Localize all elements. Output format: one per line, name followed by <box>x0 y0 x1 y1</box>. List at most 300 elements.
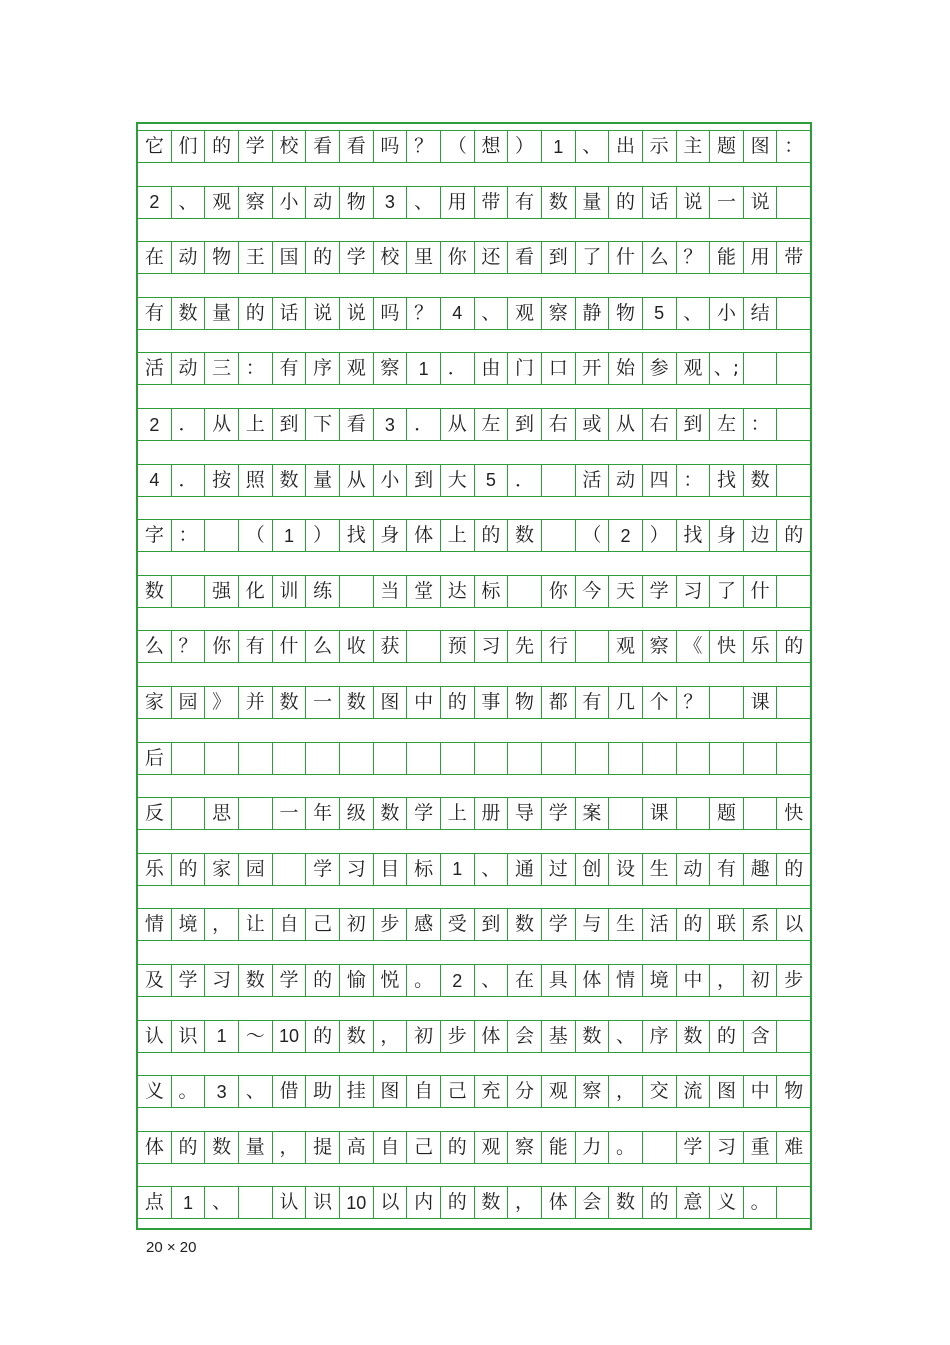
grid-cell: 2 <box>609 519 643 552</box>
grid-cell: 用 <box>744 241 778 274</box>
grid-cell: 或 <box>576 408 610 441</box>
grid-cell: 数 <box>172 297 206 330</box>
grid-cell: 体 <box>576 964 610 997</box>
grid-cell: 课 <box>744 686 778 719</box>
grid-cell: 图 <box>710 1075 744 1108</box>
grid-cell: 题 <box>710 797 744 830</box>
grid-cell <box>340 575 374 608</box>
grid-cell: 5 <box>643 297 677 330</box>
grid-cell: 情 <box>609 964 643 997</box>
grid-cell <box>777 686 810 719</box>
grid-cell: 过 <box>542 853 576 886</box>
grid-cell: 反 <box>138 797 172 830</box>
grid-cell: ， <box>508 1186 542 1219</box>
grid-cell: 境 <box>172 908 206 941</box>
grid-cell: 、 <box>677 297 711 330</box>
grid-cell: 习 <box>340 853 374 886</box>
grid-cell <box>576 742 610 775</box>
grid-cell <box>677 797 711 830</box>
grid-cell: 到 <box>508 408 542 441</box>
grid-cell: 的 <box>172 1131 206 1164</box>
grid-cell: 、 <box>475 964 509 997</box>
grid-cell <box>710 686 744 719</box>
grid-cell: 步 <box>374 908 408 941</box>
grid-cell: 借 <box>273 1075 307 1108</box>
grid-cell: 量 <box>239 1131 273 1164</box>
grid-cell: 有 <box>576 686 610 719</box>
grid-cell: 3 <box>374 408 408 441</box>
grid-cell: 行 <box>542 630 576 663</box>
grid-cell: 到 <box>677 408 711 441</box>
grid-cell: 数 <box>138 575 172 608</box>
grid-cell: 的 <box>643 1186 677 1219</box>
grid-cell: 上 <box>441 797 475 830</box>
grid-cell: 》 <box>205 686 239 719</box>
grid-cell: 活 <box>576 464 610 497</box>
grid-cell: 动 <box>306 186 340 219</box>
grid-cell: 数 <box>542 186 576 219</box>
grid-cell <box>508 575 542 608</box>
grid-cell: ） <box>643 519 677 552</box>
grid-cell: 、 <box>239 1075 273 1108</box>
grid-cell: 的 <box>239 297 273 330</box>
grid-cell: 话 <box>273 297 307 330</box>
grid-cell: 数 <box>609 1186 643 1219</box>
grid-cell: 学 <box>542 797 576 830</box>
grid-cell: 从 <box>340 464 374 497</box>
grid-cell: 1 <box>273 519 307 552</box>
grid-cell: 什 <box>744 575 778 608</box>
grid-cell: 观 <box>677 352 711 385</box>
grid-cell: 3 <box>374 186 408 219</box>
grid-cell: 察 <box>576 1075 610 1108</box>
grid-cell: 收 <box>340 630 374 663</box>
grid-cell: 动 <box>609 464 643 497</box>
grid-cell: 示 <box>643 130 677 163</box>
grid-cell: 中 <box>407 686 441 719</box>
grid-cell: 习 <box>205 964 239 997</box>
grid-cell: 察 <box>374 352 408 385</box>
grid-cell: 重 <box>744 1131 778 1164</box>
grid-cell: 册 <box>475 797 509 830</box>
grid-cell: 口 <box>542 352 576 385</box>
grid-cell: 开 <box>576 352 610 385</box>
grid-row <box>138 908 810 941</box>
grid-cell: 乐 <box>744 630 778 663</box>
grid-cell: ． <box>172 408 206 441</box>
grid-cell: 的 <box>205 130 239 163</box>
grid-cell: 生 <box>609 908 643 941</box>
grid-cell: 一 <box>273 797 307 830</box>
grid-cell: 交 <box>643 1075 677 1108</box>
grid-cell: 了 <box>710 575 744 608</box>
grid-cell: 。 <box>172 1075 206 1108</box>
grid-cell: 几 <box>609 686 643 719</box>
grid-cell: 园 <box>172 686 206 719</box>
grid-cell <box>777 186 810 219</box>
grid-cell: ． <box>508 464 542 497</box>
grid-cell: 学 <box>172 964 206 997</box>
grid-cell: 有 <box>138 297 172 330</box>
grid-cell: 找 <box>710 464 744 497</box>
grid-cell: ？ <box>677 686 711 719</box>
grid-row <box>138 630 810 663</box>
grid-cell: 下 <box>306 408 340 441</box>
grid-cell <box>777 575 810 608</box>
grid-cell: ， <box>609 1075 643 1108</box>
grid-cell: 察 <box>643 630 677 663</box>
grid-cell: ： <box>744 408 778 441</box>
grid-cell <box>542 464 576 497</box>
grid-cell: 学 <box>643 575 677 608</box>
grid-cell <box>777 742 810 775</box>
grid-cell: 及 <box>138 964 172 997</box>
grid-cell: 受 <box>441 908 475 941</box>
grid-cell: 学 <box>239 130 273 163</box>
grid-cell: 在 <box>138 241 172 274</box>
grid-cell: 学 <box>306 853 340 886</box>
grid-cell: 物 <box>205 241 239 274</box>
grid-cell <box>744 352 778 385</box>
grid-cell: 从 <box>609 408 643 441</box>
grid-cell: 生 <box>643 853 677 886</box>
grid-cell: 1 <box>542 130 576 163</box>
grid-cell: 量 <box>306 464 340 497</box>
grid-cell: 初 <box>340 908 374 941</box>
grid-cell: 图 <box>374 1075 408 1108</box>
grid-cell: 体 <box>542 1186 576 1219</box>
grid-cell: 标 <box>407 853 441 886</box>
grid-cell: 校 <box>374 241 408 274</box>
grid-cell: 1 <box>172 1186 206 1219</box>
grid-cell: 的 <box>306 964 340 997</box>
grid-cell: 案 <box>576 797 610 830</box>
grid-cell <box>777 1186 810 1219</box>
grid-cell: 说 <box>340 297 374 330</box>
grid-cell: 通 <box>508 853 542 886</box>
manuscript-grid-sheet <box>136 122 812 1230</box>
grid-cell: 的 <box>609 186 643 219</box>
grid-cell: 学 <box>407 797 441 830</box>
grid-cell: 数 <box>576 1020 610 1053</box>
grid-cell: （ <box>441 130 475 163</box>
grid-cell: 习 <box>475 630 509 663</box>
grid-cell: 义 <box>710 1186 744 1219</box>
grid-cell: 能 <box>542 1131 576 1164</box>
grid-cell: 与 <box>576 908 610 941</box>
grid-cell: ？ <box>407 130 441 163</box>
grid-cell: 系 <box>744 908 778 941</box>
grid-cell: 会 <box>508 1020 542 1053</box>
grid-cell: 都 <box>542 686 576 719</box>
grid-row <box>138 575 810 608</box>
grid-cell: 初 <box>744 964 778 997</box>
grid-cell: 学 <box>340 241 374 274</box>
grid-cell: 上 <box>441 519 475 552</box>
grid-row <box>138 408 810 441</box>
grid-cell: 的 <box>441 686 475 719</box>
grid-cell: 、 <box>576 130 610 163</box>
grid-cell <box>475 742 509 775</box>
grid-cell: 动 <box>172 352 206 385</box>
grid-cell: 校 <box>273 130 307 163</box>
grid-cell <box>576 630 610 663</box>
grid-cell <box>273 742 307 775</box>
grid-cell <box>609 797 643 830</box>
grid-cell: 先 <box>508 630 542 663</box>
grid-cell: 你 <box>542 575 576 608</box>
grid-cell <box>172 742 206 775</box>
grid-cell: 物 <box>508 686 542 719</box>
grid-cell: 物 <box>777 1075 810 1108</box>
grid-cell: 图 <box>744 130 778 163</box>
grid-cell: 一 <box>710 186 744 219</box>
grid-cell: 基 <box>542 1020 576 1053</box>
grid-cell: 。 <box>609 1131 643 1164</box>
grid-cell: 右 <box>542 408 576 441</box>
grid-cell: 静 <box>576 297 610 330</box>
grid-cell: 观 <box>475 1131 509 1164</box>
grid-cell: 么 <box>138 630 172 663</box>
grid-cell <box>374 742 408 775</box>
grid-cell: 5 <box>475 464 509 497</box>
grid-cell: 认 <box>273 1186 307 1219</box>
grid-cell: 的 <box>441 1186 475 1219</box>
grid-row <box>138 130 810 163</box>
grid-cell: 三 <box>205 352 239 385</box>
grid-cell: 动 <box>677 853 711 886</box>
grid-row <box>138 964 810 997</box>
grid-cell: 个 <box>643 686 677 719</box>
grid-cell: 吗 <box>374 297 408 330</box>
grid-row <box>138 1131 810 1164</box>
grid-cell: ． <box>407 408 441 441</box>
grid-cell: 观 <box>205 186 239 219</box>
grid-cell: 的 <box>777 853 810 886</box>
grid-cell: （ <box>576 519 610 552</box>
grid-cell: 以 <box>777 908 810 941</box>
grid-cell <box>777 464 810 497</box>
grid-cell: 察 <box>542 297 576 330</box>
grid-cell: 数 <box>508 908 542 941</box>
grid-cell: 4 <box>441 297 475 330</box>
grid-cell <box>306 742 340 775</box>
grid-cell: 小 <box>374 464 408 497</box>
grid-cell: 它 <box>138 130 172 163</box>
grid-cell: 一 <box>306 686 340 719</box>
grid-cell: ， <box>710 964 744 997</box>
grid-cell: 学 <box>273 964 307 997</box>
grid-cell: 会 <box>576 1186 610 1219</box>
grid-cell <box>340 742 374 775</box>
grid-cell: 家 <box>205 853 239 886</box>
grid-cell: 观 <box>508 297 542 330</box>
grid-cell: 的 <box>677 908 711 941</box>
grid-cell <box>744 797 778 830</box>
grid-cell: 园 <box>239 853 273 886</box>
grid-cell: 四 <box>643 464 677 497</box>
grid-cell: 主 <box>677 130 711 163</box>
grid-cell: ： <box>172 519 206 552</box>
grid-cell: 的 <box>441 1131 475 1164</box>
grid-cell: 大 <box>441 464 475 497</box>
grid-cell: 吗 <box>374 130 408 163</box>
grid-cell: 察 <box>239 186 273 219</box>
grid-cell: 课 <box>643 797 677 830</box>
grid-cell: 有 <box>239 630 273 663</box>
grid-cell: 、 <box>475 297 509 330</box>
grid-cell: 初 <box>407 1020 441 1053</box>
grid-cell: 有 <box>508 186 542 219</box>
grid-cell <box>205 519 239 552</box>
grid-cell: 的 <box>710 1020 744 1053</box>
grid-cell <box>744 742 778 775</box>
grid-row <box>138 1020 810 1053</box>
grid-cell: 题 <box>710 130 744 163</box>
grid-cell: 数 <box>744 464 778 497</box>
grid-cell: 察 <box>508 1131 542 1164</box>
grid-cell: 活 <box>138 352 172 385</box>
grid-cell: 境 <box>643 964 677 997</box>
grid-cell: 量 <box>205 297 239 330</box>
grid-cell: 乐 <box>138 853 172 886</box>
grid-cell: 识 <box>306 1186 340 1219</box>
grid-cell: 的 <box>306 241 340 274</box>
grid-cell: 了 <box>576 241 610 274</box>
grid-row <box>138 352 810 385</box>
grid-cell: 带 <box>475 186 509 219</box>
grid-cell: 、 <box>407 186 441 219</box>
grid-cell: （ <box>239 519 273 552</box>
grid-cell <box>677 742 711 775</box>
grid-cell: 2 <box>138 408 172 441</box>
grid-cell: 左 <box>710 408 744 441</box>
grid-cell <box>172 797 206 830</box>
grid-cell: 想 <box>475 130 509 163</box>
grid-cell: 图 <box>374 686 408 719</box>
grid-cell: 到 <box>407 464 441 497</box>
grid-cell: 义 <box>138 1075 172 1108</box>
grid-cell: 小 <box>273 186 307 219</box>
grid-cell: 当 <box>374 575 408 608</box>
grid-cell: 小 <box>710 297 744 330</box>
grid-cell: 体 <box>475 1020 509 1053</box>
grid-cell: 步 <box>777 964 810 997</box>
grid-cell: 助 <box>306 1075 340 1108</box>
grid-cell: 悦 <box>374 964 408 997</box>
grid-cell: 物 <box>609 297 643 330</box>
grid-cell <box>609 742 643 775</box>
grid-size-label: 20 × 20 <box>146 1239 197 1256</box>
grid-cell <box>777 297 810 330</box>
grid-cell: 学 <box>677 1131 711 1164</box>
grid-cell: 1 <box>407 352 441 385</box>
grid-cell: 内 <box>407 1186 441 1219</box>
grid-cell: 家 <box>138 686 172 719</box>
grid-cell: 1 <box>205 1020 239 1053</box>
grid-row <box>138 853 810 886</box>
grid-cell: 己 <box>306 908 340 941</box>
grid-cell <box>710 742 744 775</box>
grid-cell: 后 <box>138 742 172 775</box>
grid-row <box>138 1075 810 1108</box>
grid-cell: 的 <box>306 1020 340 1053</box>
grid-cell: 、 <box>475 853 509 886</box>
grid-cell: 10 <box>340 1186 374 1219</box>
grid-cell: 从 <box>205 408 239 441</box>
grid-cell: 愉 <box>340 964 374 997</box>
grid-cell <box>239 1186 273 1219</box>
grid-cell: 由 <box>475 352 509 385</box>
grid-cell: 联 <box>710 908 744 941</box>
grid-row <box>138 241 810 274</box>
grid-cell: ： <box>677 464 711 497</box>
grid-cell: 2 <box>441 964 475 997</box>
grid-cell: 什 <box>609 241 643 274</box>
grid-cell: 强 <box>205 575 239 608</box>
grid-cell: 的 <box>475 519 509 552</box>
grid-cell: 、 <box>609 1020 643 1053</box>
grid-cell <box>542 519 576 552</box>
grid-cell: 说 <box>306 297 340 330</box>
grid-cell: 级 <box>340 797 374 830</box>
grid-row <box>138 519 810 552</box>
grid-cell <box>273 853 307 886</box>
grid-row <box>138 1186 810 1219</box>
grid-cell: 么 <box>643 241 677 274</box>
grid-cell: 训 <box>273 575 307 608</box>
grid-cell: 今 <box>576 575 610 608</box>
grid-cell: ？ <box>677 241 711 274</box>
grid-cell: 的 <box>172 853 206 886</box>
grid-cell: ， <box>273 1131 307 1164</box>
grid-cell: 3 <box>205 1075 239 1108</box>
grid-cell: 10 <box>273 1020 307 1053</box>
grid-cell: 自 <box>374 1131 408 1164</box>
grid-cell: 说 <box>677 186 711 219</box>
grid-cell: 数 <box>374 797 408 830</box>
grid-cell: 的 <box>777 519 810 552</box>
grid-cell: 情 <box>138 908 172 941</box>
grid-cell: 门 <box>508 352 542 385</box>
grid-cell: 国 <box>273 241 307 274</box>
grid-cell: 数 <box>205 1131 239 1164</box>
grid-cell: 习 <box>710 1131 744 1164</box>
grid-row <box>138 464 810 497</box>
grid-cell: 导 <box>508 797 542 830</box>
grid-cell: 按 <box>205 464 239 497</box>
grid-cell <box>441 742 475 775</box>
grid-cell: 事 <box>475 686 509 719</box>
grid-cell: 看 <box>340 408 374 441</box>
grid-cell: 具 <box>542 964 576 997</box>
grid-cell: 思 <box>205 797 239 830</box>
grid-row <box>138 686 810 719</box>
grid-cell: 数 <box>475 1186 509 1219</box>
grid-cell <box>542 742 576 775</box>
grid-cell: 物 <box>340 186 374 219</box>
grid-cell: 有 <box>710 853 744 886</box>
grid-cell: 。 <box>407 964 441 997</box>
grid-cell: 的 <box>777 630 810 663</box>
grid-cell: 己 <box>407 1131 441 1164</box>
grid-cell: 用 <box>441 186 475 219</box>
grid-cell: 感 <box>407 908 441 941</box>
grid-cell: 设 <box>609 853 643 886</box>
grid-cell: ， <box>374 1020 408 1053</box>
grid-cell: 带 <box>777 241 810 274</box>
grid-cell <box>407 742 441 775</box>
